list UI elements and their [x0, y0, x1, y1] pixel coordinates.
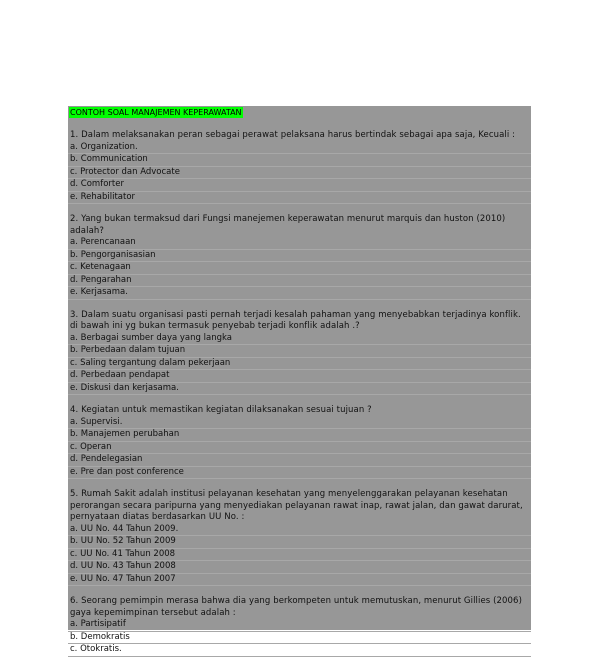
- answer-option: d. Comforter: [68, 179, 531, 192]
- question-block: [68, 405, 531, 479]
- title-row: [68, 106, 531, 120]
- question-text: 4. Kegiatan untuk memastikan kegiatan dilaksanakan sesuai tujuan ?: [70, 405, 372, 415]
- spacer: [68, 479, 531, 489]
- answer-option: a. UU No. 44 Tahun 2009.: [68, 524, 531, 537]
- answer-option: e. Rehabilitator: [68, 192, 531, 205]
- question-block: [68, 130, 531, 204]
- answer-option: c. Protector dan Advocate: [68, 167, 531, 180]
- question-text: 1. Dalam melaksanakan peran sebagai perawat pelaksana harus bertindak sebagai apa saja, Kecuali :: [70, 130, 516, 140]
- answer-option: d. Perbedaan pendapat: [68, 370, 531, 383]
- answer-option: b. Manajemen perubahan: [68, 429, 531, 442]
- document-title: CONTOH SOAL MANAJEMEN KEPERAWATAN: [70, 108, 242, 117]
- answer-option: e. Diskusi dan kerjasama.: [68, 383, 531, 396]
- spacer: [68, 300, 531, 310]
- answer-option: b. Pengorganisasian: [68, 250, 531, 263]
- document-page: [68, 106, 531, 654]
- answer-option: a. Partisipatif: [68, 619, 531, 632]
- answer-option: a. Organization.: [68, 142, 531, 155]
- question-block: [68, 489, 531, 586]
- answer-option: c. Saling tergantung dalam pekerjaan: [68, 358, 531, 371]
- answer-option: b. UU No. 52 Tahun 2009: [68, 536, 531, 549]
- answer-option: e. Pre dan post conference: [68, 467, 531, 480]
- answer-option: b. Perbedaan dalam tujuan: [68, 345, 531, 358]
- answer-option: d. Pendelegasian: [68, 454, 531, 467]
- answer-option: a. Supervisi.: [68, 417, 531, 430]
- question-block: [68, 310, 531, 396]
- answer-option: a. Perencanaan: [68, 237, 531, 250]
- answer-option: c. Otokratis.: [68, 644, 531, 657]
- answer-option: d. Pengarahan: [68, 275, 531, 288]
- question-text: 6. Seorang pemimpin merasa bahwa dia yang berkompeten untuk memutuskan, menurut Gillies (2006) gaya kepemimpinan tersebut adalah :: [70, 596, 522, 618]
- spacer: [68, 120, 531, 130]
- answer-option: a. Berbagai sumber daya yang langka: [68, 333, 531, 346]
- answer-option: c. UU No. 41 Tahun 2008: [68, 549, 531, 562]
- question-block: [68, 596, 531, 657]
- answer-option: c. Operan: [68, 442, 531, 455]
- answer-option: c. Ketenagaan: [68, 262, 531, 275]
- answer-option: b. Demokratis: [68, 632, 531, 645]
- answer-option: d. UU No. 43 Tahun 2008: [68, 561, 531, 574]
- question-text: 5. Rumah Sakit adalah institusi pelayanan kesehatan yang menyelenggarakan pelayanan kesehatan perorangan secara paripurna yang menyediakan pelayanan rawat inap, rawat jalan, dan gawat darurat, pernyataan diatas berdasarkan UU No. :: [70, 489, 523, 522]
- answer-option: e. UU No. 47 Tahun 2007: [68, 574, 531, 587]
- answer-option: e. Kerjasama.: [68, 287, 531, 300]
- spacer: [68, 204, 531, 214]
- question-text: 3. Dalam suatu organisasi pasti pernah terjadi kesalah pahaman yang menyebabkan terjadinya konflik. di bawah ini yg bukan termasuk penyebab terjadi konflik adalah .?: [70, 309, 521, 331]
- question-text: 2. Yang bukan termaksud dari Fungsi manejemen keperawatan menurut marquis dan huston (2010) adalah?: [70, 214, 506, 236]
- question-block: [68, 214, 531, 300]
- spacer: [68, 395, 531, 405]
- spacer: [68, 586, 531, 596]
- answer-option: b. Communication: [68, 154, 531, 167]
